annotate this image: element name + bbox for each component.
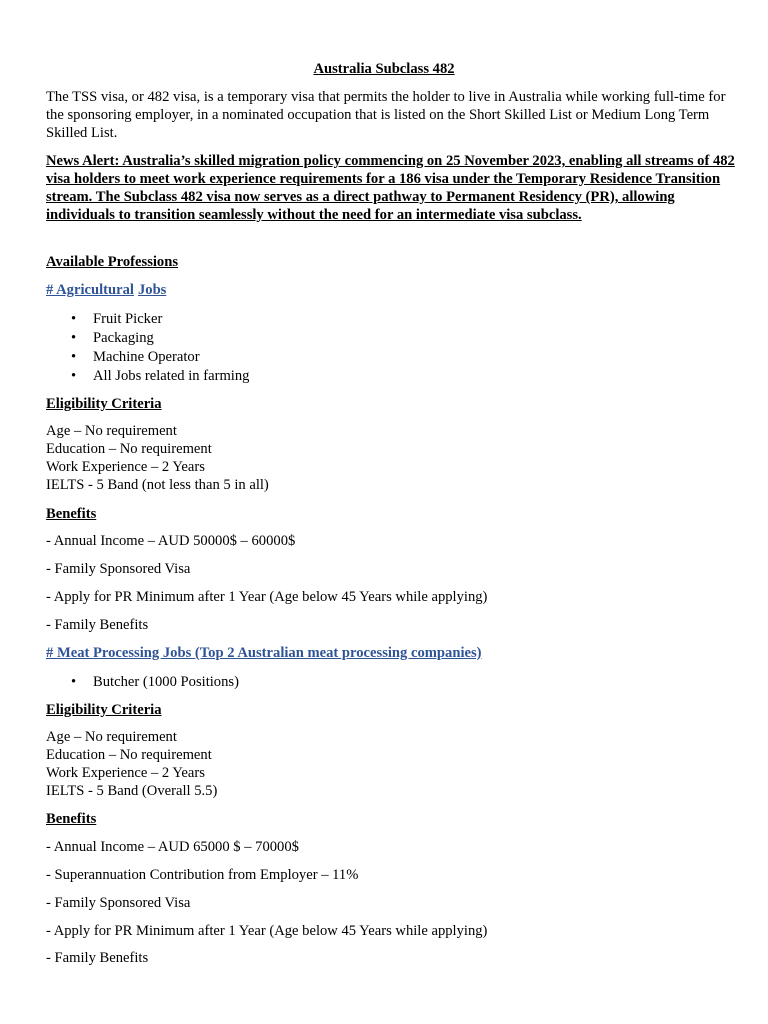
agricultural-eligibility-age: Age – No requirement: [46, 423, 177, 439]
agricultural-eligibility-ielts: IELTS - 5 Band (not less than 5 in all): [46, 477, 269, 493]
meat-eligibility-heading: Eligibility Criteria: [46, 702, 162, 718]
agricultural-eligibility-education: Education – No requirement: [46, 441, 212, 457]
bullet-icon: •: [71, 368, 77, 384]
bullet-icon: •: [71, 674, 77, 690]
meat-benefit-family-visa: - Family Sponsored Visa: [46, 895, 191, 911]
agricultural-eligibility-heading: Eligibility Criteria: [46, 396, 162, 412]
list-item-label: All Jobs related in farming: [93, 368, 250, 384]
available-professions-heading: Available Professions: [46, 254, 179, 270]
bullet-icon: •: [71, 349, 77, 365]
news-alert-paragraph: News Alert: Australia’s skilled migration policy commencing on 25 November 2023, enabling all streams of 482 visa holders to meet work experience requirements for a 186 visa under the Temporary Residence Transition stream. The Subclass 482 visa now serves as a direct pathway to Permanent Residency (PR), allowing individuals to transition seamlessly without the need for an intermediate visa subclass.: [46, 153, 735, 223]
agricultural-benefit-income: - Annual Income – AUD 50000$ – 60000$: [46, 533, 296, 549]
agricultural-jobs-link[interactable]: [46, 281, 166, 299]
agricultural-link-part1[interactable]: # Agricultural: [46, 282, 134, 298]
document-title: Australia Subclass 482: [313, 61, 455, 77]
list-item: [46, 310, 249, 329]
agricultural-benefits-heading: Benefits: [46, 506, 97, 522]
list-item-label: Machine Operator: [93, 349, 200, 365]
meat-eligibility-experience: Work Experience – 2 Years: [46, 765, 205, 781]
meat-processing-jobs-link[interactable]: # Meat Processing Jobs (Top 2 Australian meat processing companies): [46, 645, 482, 661]
meat-benefit-pr: - Apply for PR Minimum after 1 Year (Age below 45 Years while applying): [46, 923, 488, 939]
intro-paragraph: The TSS visa, or 482 visa, is a temporary visa that permits the holder to live in Australia while working full-time for the sponsoring employer, in a nominated occupation that is listed on the Short Skilled List or Medium Long Term Skilled List.: [46, 89, 726, 141]
meat-eligibility-education: Education – No requirement: [46, 747, 212, 763]
list-item-label: Packaging: [93, 330, 154, 346]
bullet-icon: •: [71, 311, 77, 327]
list-item: [46, 367, 249, 386]
list-item-label: Butcher (1000 Positions): [93, 674, 239, 690]
meat-benefit-income: - Annual Income – AUD 65000 $ – 70000$: [46, 839, 299, 855]
meat-benefit-superannuation: - Superannuation Contribution from Employer – 11%: [46, 867, 359, 883]
agricultural-link-part2[interactable]: Jobs: [137, 282, 167, 298]
list-item: [46, 673, 239, 692]
agricultural-jobs-list: [46, 310, 249, 386]
meat-eligibility-ielts: IELTS - 5 Band (Overall 5.5): [46, 783, 218, 799]
meat-benefit-family-benefits: - Family Benefits: [46, 950, 149, 966]
agricultural-eligibility-experience: Work Experience – 2 Years: [46, 459, 205, 475]
meat-jobs-list: [46, 673, 239, 692]
agricultural-benefit-pr: - Apply for PR Minimum after 1 Year (Age below 45 Years while applying): [46, 589, 488, 605]
meat-benefits-heading: Benefits: [46, 811, 97, 827]
agricultural-benefit-family-visa: - Family Sponsored Visa: [46, 561, 191, 577]
bullet-icon: •: [71, 330, 77, 346]
list-item-label: Fruit Picker: [93, 311, 163, 327]
agricultural-benefit-family-benefits: - Family Benefits: [46, 617, 149, 633]
list-item: [46, 348, 249, 367]
meat-eligibility-age: Age – No requirement: [46, 729, 177, 745]
list-item: [46, 329, 249, 348]
